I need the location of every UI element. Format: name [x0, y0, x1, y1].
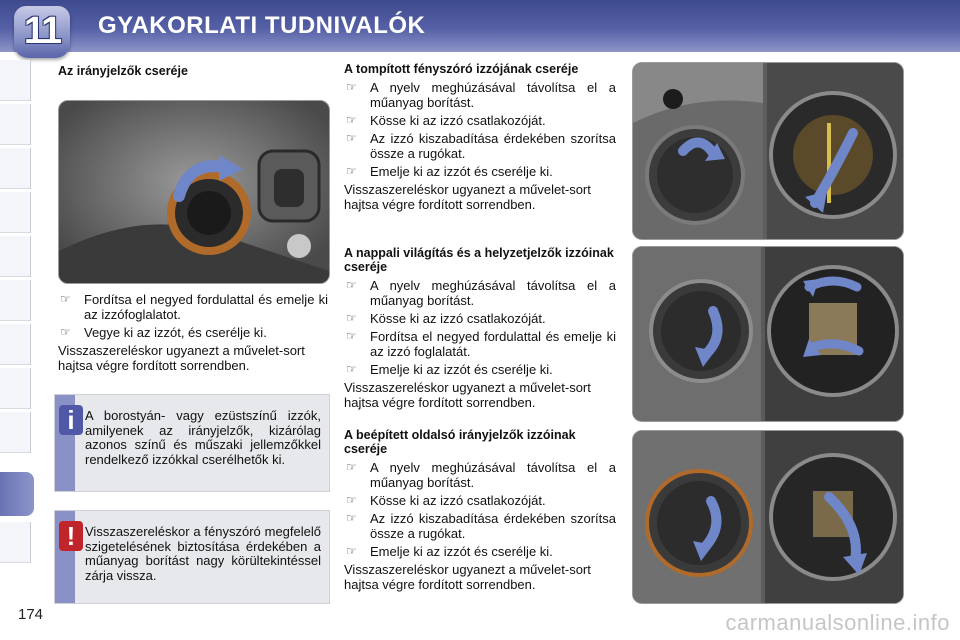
chapter-tab[interactable]	[0, 280, 31, 321]
section-low-beam	[344, 62, 616, 212]
step-item: ☞ Emelje ki az izzót és cserélje ki.	[346, 164, 553, 179]
step-item: ☞ Vegye ki az izzót, és cserélje ki.	[60, 325, 267, 340]
chapter-tab[interactable]	[0, 104, 31, 145]
pointing-hand-icon: ☞	[60, 292, 71, 306]
low-beam-photo	[632, 62, 904, 240]
step-item: ☞ Emelje ki az izzót és cserélje ki.	[346, 544, 553, 559]
info-icon: i	[59, 405, 83, 435]
section-footer: Visszaszereléskor ugyanezt a művelet-sort hajtsa végre fordított sorrendben.	[344, 182, 591, 212]
chapter-number: 11	[23, 10, 61, 52]
page-number: 174	[18, 606, 44, 623]
chapter-tab[interactable]	[0, 412, 31, 453]
warning-note-text: Visszaszereléskor a fényszóró megfelelő szigetelésének biztosítása érdekében a műanyag borítást nagy körültekintéssel zárja vissza.	[85, 524, 321, 583]
side-indicator-illustration	[633, 431, 903, 603]
section-heading: A beépített oldalsó irányjelzők izzóinak cseréje	[344, 428, 576, 456]
section-heading: A nappali világítás és a helyzetjelzők izzóinak cseréje	[344, 246, 614, 274]
chapter-badge	[14, 6, 70, 58]
section-heading: A tompított fényszóró izzójának cseréje	[344, 62, 579, 76]
step-item: ☞ Fordítsa el negyed fordulattal és emelje ki az izzófoglalatot.	[60, 292, 328, 322]
section-daytime-lights	[344, 246, 616, 410]
info-note-text: A borostyán- vagy ezüstszínű izzók, amilyenek az irányjelzők, kizárólag azonos színű és műszaki jellemzőkkel rendelkező izzókkal cserélhetők ki.	[85, 408, 321, 467]
page-title: GYAKORLATI TUDNIVALÓK	[98, 12, 426, 39]
pointing-hand-icon: ☞	[346, 460, 357, 474]
step-item: ☞ Kösse ki az izzó csatlakozóját.	[346, 493, 546, 508]
pointing-hand-icon: ☞	[346, 113, 357, 127]
section-turn-signal	[58, 64, 328, 82]
daytime-lights-photo	[632, 246, 904, 422]
turn-signal-photo	[58, 100, 330, 284]
pointing-hand-icon: ☞	[346, 493, 357, 507]
chapter-tab[interactable]	[0, 324, 31, 365]
chapter-tab-active[interactable]	[0, 472, 34, 516]
section-footer: Visszaszereléskor ugyanezt a művelet-sort hajtsa végre fordított sorrendben.	[58, 343, 305, 373]
pointing-hand-icon: ☞	[346, 511, 357, 525]
low-beam-illustration	[633, 63, 903, 239]
step-item: ☞ Emelje ki az izzót és cserélje ki.	[346, 362, 553, 377]
section-side-indicators	[344, 428, 616, 592]
chapter-tab[interactable]	[0, 522, 31, 563]
pointing-hand-icon: ☞	[346, 311, 357, 325]
step-item: ☞ Kösse ki az izzó csatlakozóját.	[346, 311, 546, 326]
info-note	[54, 394, 330, 492]
step-item: ☞ Kösse ki az izzó csatlakozóját.	[346, 113, 546, 128]
step-item: ☞ Az izzó kiszabadítása érdekében szorítsa össze a rugókat.	[346, 131, 616, 161]
pointing-hand-icon: ☞	[346, 80, 357, 94]
section-footer: Visszaszereléskor ugyanezt a művelet-sort hajtsa végre fordított sorrendben.	[344, 562, 591, 592]
step-item: ☞ A nyelv meghúzásával távolítsa el a műanyag borítást.	[346, 460, 616, 490]
pointing-hand-icon: ☞	[346, 164, 357, 178]
chapter-tab[interactable]	[0, 148, 31, 189]
daytime-lights-illustration	[633, 247, 903, 421]
chapter-tabs	[0, 60, 34, 590]
chapter-tab[interactable]	[0, 60, 31, 101]
pointing-hand-icon: ☞	[346, 362, 357, 376]
pointing-hand-icon: ☞	[346, 278, 357, 292]
step-item: ☞ A nyelv meghúzásával távolítsa el a műanyag borítást.	[346, 278, 616, 308]
chapter-tab[interactable]	[0, 368, 31, 409]
warning-icon: !	[59, 521, 83, 551]
side-indicator-photo	[632, 430, 904, 604]
chapter-tab[interactable]	[0, 236, 31, 277]
step-item: ☞ Az izzó kiszabadítása érdekében szorítsa össze a rugókat.	[346, 511, 616, 541]
watermark: carmanualsonline.info	[725, 610, 950, 635]
step-item: ☞ Fordítsa el negyed fordulattal és emelje ki az izzó foglalatát.	[346, 329, 616, 359]
turn-signal-illustration	[59, 101, 329, 283]
pointing-hand-icon: ☞	[60, 325, 71, 339]
pointing-hand-icon: ☞	[346, 131, 357, 145]
section-footer: Visszaszereléskor ugyanezt a művelet-sort hajtsa végre fordított sorrendben.	[344, 380, 591, 410]
pointing-hand-icon: ☞	[346, 544, 357, 558]
section-heading: Az irányjelzők cseréje	[58, 64, 188, 78]
pointing-hand-icon: ☞	[346, 329, 357, 343]
warning-note	[54, 510, 330, 604]
step-item: ☞ A nyelv meghúzásával távolítsa el a műanyag borítást.	[346, 80, 616, 110]
section-turn-signal-steps	[58, 292, 328, 373]
chapter-tab[interactable]	[0, 192, 31, 233]
